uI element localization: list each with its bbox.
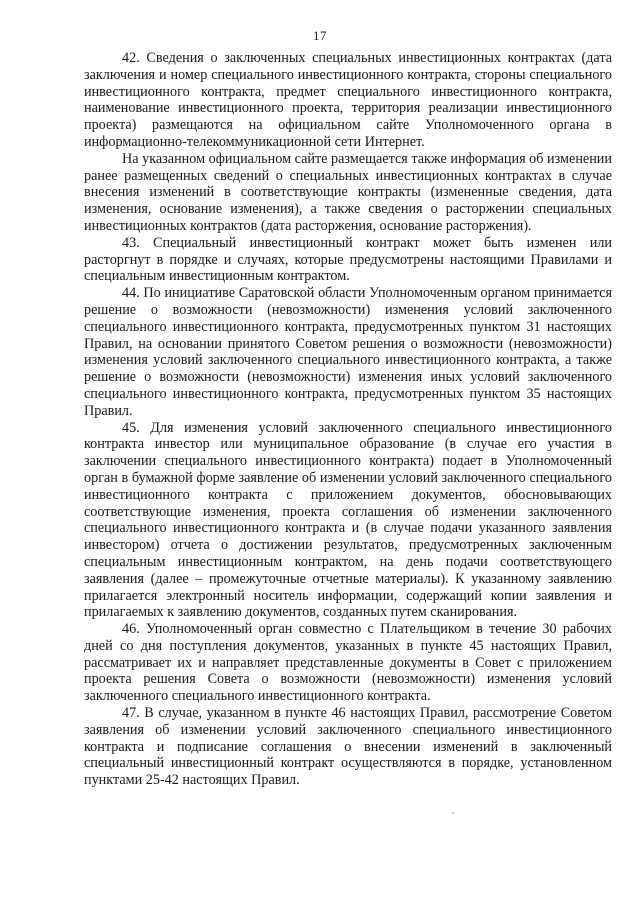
paragraph-47: 47. В случае, указанном в пункте 46 настоящих Правил, рассмотрение Советом заявления об изменении условий заключенного специального инвестиционного контракта и подписание соглашения о внесении изменений в заключенный специальный инвестиционный контракт осуществляются в порядке, установленном пунктами 25-42 настоящих Правил. [84,705,612,789]
paragraph-45: 45. Для изменения условий заключенного специального инвестиционного контракта инвестор или муниципальное образование (в случае его участия в заключении специального инвестиционного контракта) подает в Уполномоченный орган в бумажной форме заявление об изменении условий заключенного специального инвестиционного контракта с приложением документов, обосновывающих соответствующие изменения, проекта соглашения об изменении заключенного специального инвестиционного контракта и (в случае подачи указанного заявления инвестором) отчета о достижении результатов, предусмотренных заключенным специальным инвестиционным контрактом, на день подачи соответствующего заявления (далее – промежуточные отчетные материалы). К указанному заявлению прилагается электронный носитель информации, содержащий копии заявления и прилагаемых к заявлению документов, созданных путем сканирования. [84,419,612,621]
paragraph-43: 43. Специальный инвестиционный контракт может быть изменен или расторгнут в порядке и случаях, которые предусмотрены настоящими Правилами и специальным инвестиционным контрактом. [84,234,612,285]
paragraph-46: 46. Уполномоченный орган совместно с Плательщиком в течение 30 рабочих дней со дня поступления документов, указанных в пункте 45 настоящих Правил, рассматривает их и направляет представленные документы в Совет с приложением проекта решения Совета о возможности (невозможности) изменения условий заключенного специального инвестиционного контракта. [84,621,612,705]
paragraph-42-continuation: На указанном официальном сайте размещается также информация об изменении ранее размещенных сведений о специальных инвестиционных контрактах в случае внесения изменений в соответствующие контракты (измененные сведения, дата изменения, основание изменения), а также сведения о расторжении специальных инвестиционных контрактов (дата расторжения, основание расторжения). [84,150,612,234]
document-body [84,50,612,789]
scan-speck [452,812,454,814]
paragraph-44: 44. По инициативе Саратовской области Уполномоченным органом принимается решение о возможности (невозможности) изменения условий заключенного специального инвестиционного контракта, предусмотренных пунктом 31 настоящих Правил, на основании принятого Советом решения о возможности (невозможности) изменения условий заключенного специального инвестиционного контракта, а также решение о возможности (невозможности) изменения иных условий заключенного специального инвестиционного контракта, предусмотренных пунктом 35 настоящих Правил. [84,285,612,419]
paragraph-42: 42. Сведения о заключенных специальных инвестиционных контрактах (дата заключения и номер специального инвестиционного контракта, стороны специального инвестиционного контракта, предмет специального инвестиционного контракта, наименование инвестиционного проекта, территория реализации инвестиционного проекта) размещаются на официальном сайте Уполномоченного органа в информационно-телекоммуникационной сети Интернет. [84,50,612,150]
page-number: 17 [313,28,327,43]
